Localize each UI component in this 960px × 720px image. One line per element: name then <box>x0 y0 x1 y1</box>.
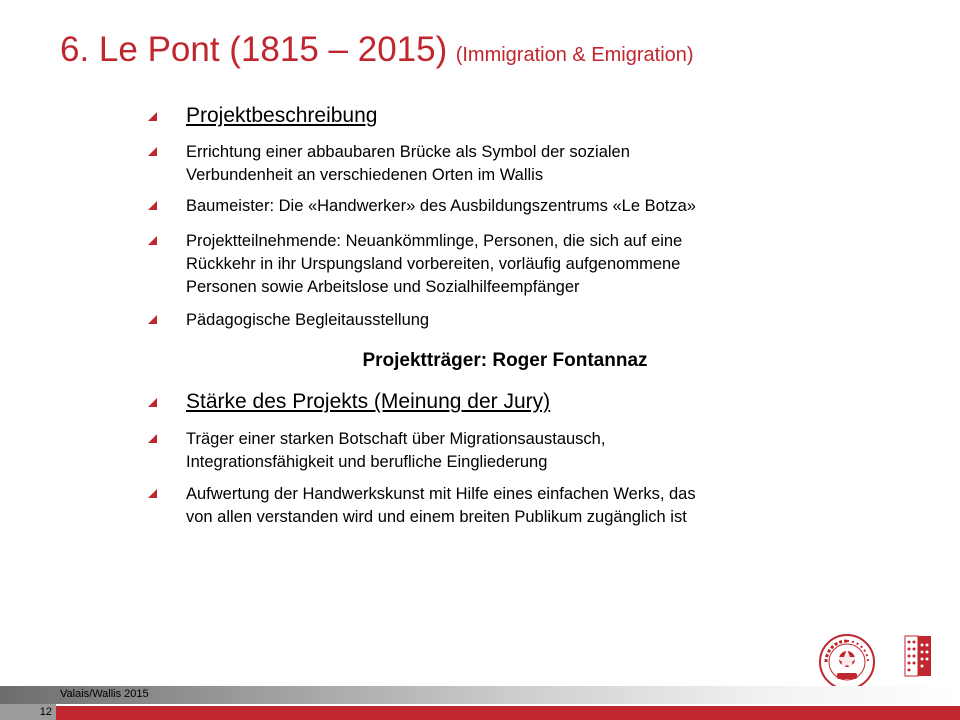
bullet-item <box>186 309 856 332</box>
bullet-triangle-icon <box>148 201 157 210</box>
bullet-line: von allen verstanden wird und einem breiten Publikum zugänglich ist <box>186 508 687 526</box>
bullet-line: Errichtung einer abbaubaren Brücke als Symbol der sozialen <box>186 143 630 161</box>
bullet-line: Personen sowie Arbeitslose und Sozialhilfeempfänger <box>186 278 580 296</box>
title-main: 6. Le Pont (1815 – 2015) <box>60 30 448 69</box>
title-sub: (Immigration & Emigration) <box>455 44 694 66</box>
bullet-triangle-icon <box>148 112 157 121</box>
bullet-line: Aufwertung der Handwerkskunst mit Hilfe eines einfachen Werks, das <box>186 485 696 503</box>
section-heading-projektbeschreibung <box>186 104 856 128</box>
slide-title <box>60 30 940 70</box>
bullet-item <box>186 483 856 529</box>
bullet-line: Pädagogische Begleitausstellung <box>186 311 430 329</box>
projekttraeger-label: Projektträger: Roger Fontannaz <box>362 350 648 371</box>
bullet-triangle-icon <box>148 434 157 443</box>
bullet-item <box>186 195 856 218</box>
bullet-line: Integrationsfähigkeit und berufliche Eingliederung <box>186 453 548 471</box>
bullet-line: Baumeister: Die «Handwerker» des Ausbildungszentrums «Le Botza» <box>186 197 696 215</box>
section-heading-staerke <box>186 390 856 414</box>
footer-source: Valais/Wallis 2015 <box>60 688 149 700</box>
bullet-item <box>186 230 856 299</box>
bullet-triangle-icon <box>148 236 157 245</box>
footer-red-bar <box>0 706 960 720</box>
bullet-triangle-icon <box>148 398 157 407</box>
bullet-triangle-icon <box>148 147 157 156</box>
bullet-item <box>186 428 856 474</box>
heading-text: Stärke des Projekts (Meinung der Jury) <box>186 390 551 413</box>
excellence-seal-icon <box>818 633 876 691</box>
canton-shield-icon <box>885 634 951 682</box>
page-number: 12 <box>0 704 56 720</box>
bullet-line: Rückkehr in ihr Urspungsland vorbereiten, vorläufig aufgenommene <box>186 255 681 273</box>
bullet-line: Projektteilnehmende: Neuankömmlinge, Personen, die sich auf eine <box>186 232 683 250</box>
bullet-line: Verbundenheit an verschiedenen Orten im Wallis <box>186 166 544 184</box>
valais-excellence-logo <box>818 633 876 691</box>
bullet-triangle-icon <box>148 315 157 324</box>
bullet-triangle-icon <box>148 489 157 498</box>
bullet-item <box>186 141 856 187</box>
heading-text: Projektbeschreibung <box>186 104 378 127</box>
bullet-line: Träger einer starken Botschaft über Migrationsaustausch, <box>186 430 606 448</box>
